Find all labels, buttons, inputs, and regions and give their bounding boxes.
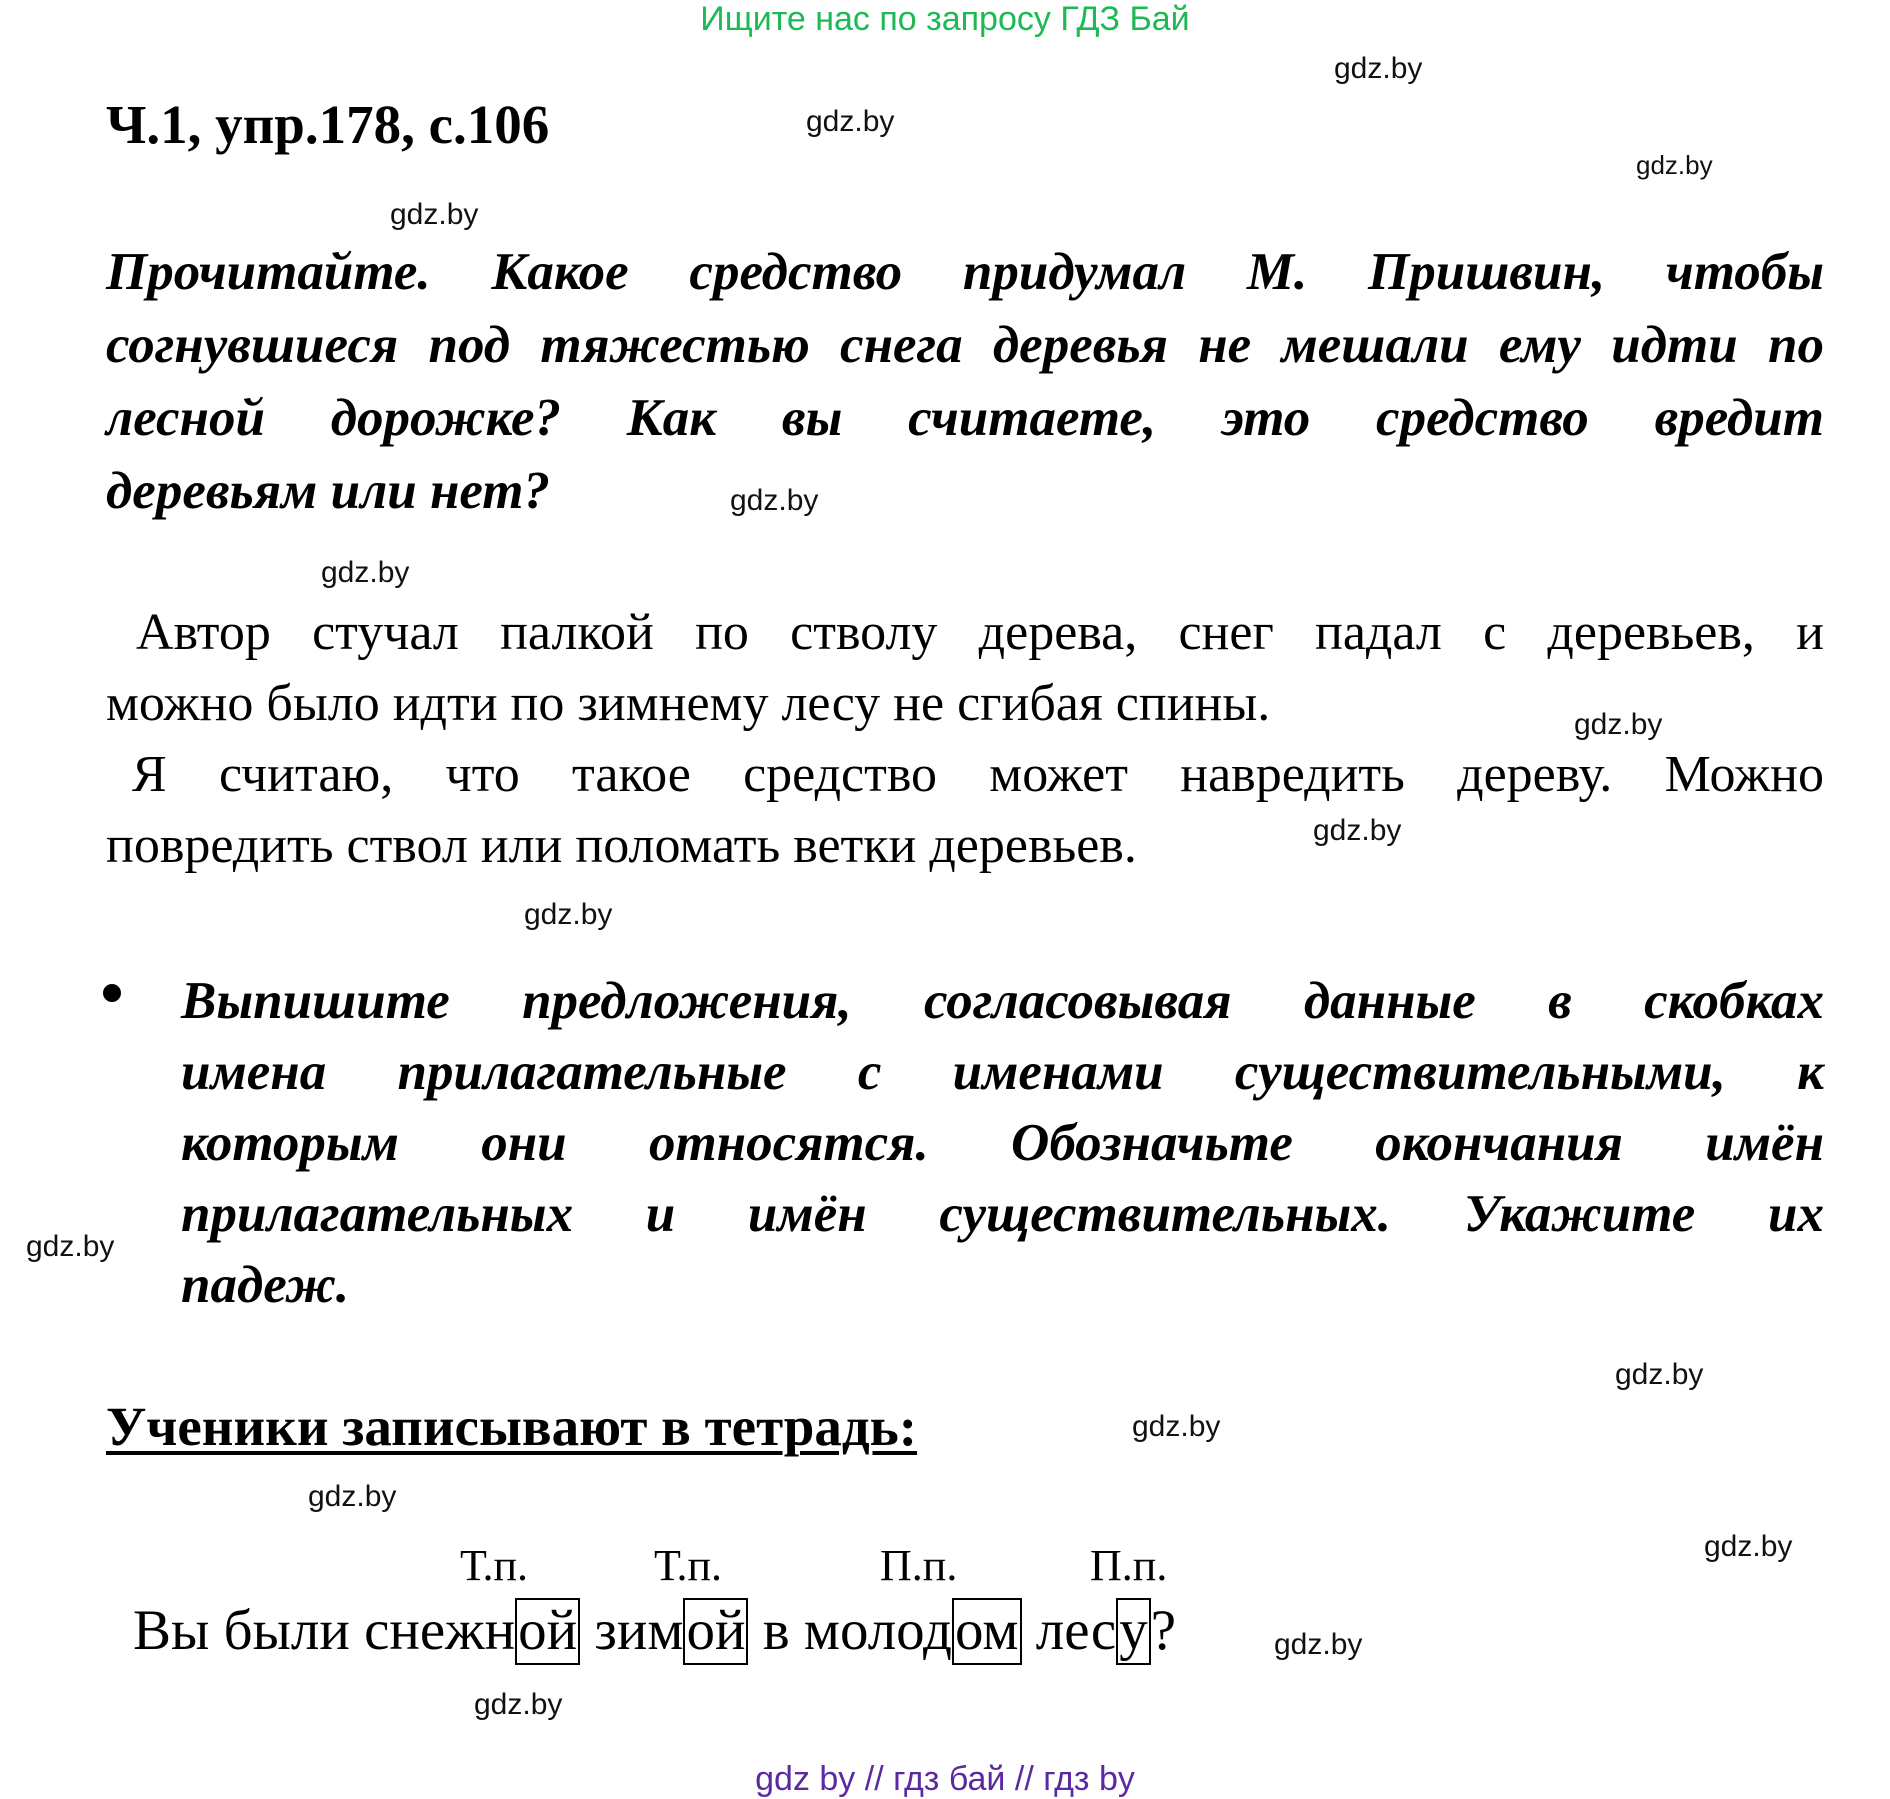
answer-line: Я считаю, что такое средство может навредить дереву. Можно [132, 746, 1824, 803]
ending-box: ой [515, 1598, 580, 1665]
word-zimoy [594, 1599, 748, 1662]
ending-box: ом [952, 1598, 1022, 1665]
watermark-text: gdz.by [1574, 708, 1663, 741]
example-sentence [133, 1598, 1176, 1665]
watermark-text: gdz.by [1636, 150, 1713, 180]
word-molodom [804, 1599, 1022, 1662]
watermark-text: gdz.by [321, 556, 410, 589]
watermark-text: gdz.by [308, 1480, 397, 1513]
watermark-text: gdz.by [806, 105, 895, 138]
task2-line: которым они относятся. Обозначьте окончания имён [181, 1114, 1824, 1172]
watermark-text: gdz.by [1334, 52, 1423, 85]
task-line: согнувшиеся под тяжестью снега деревья не мешали ему идти по [106, 316, 1824, 374]
task2-line: Выпишите предложения, согласовывая данные в скобках [181, 972, 1824, 1030]
task-line: деревьям или нет? [106, 462, 550, 520]
task2-line: прилагательных и имён существительных. Укажите их [181, 1185, 1824, 1243]
answer-paragraph-2 [106, 739, 1824, 881]
watermark-text: gdz.by [1615, 1358, 1704, 1391]
answer-paragraph-1 [106, 597, 1824, 739]
bullet-icon [103, 984, 121, 1002]
word-stem: снежн [364, 1599, 516, 1662]
footer-links[interactable]: gdz by // гдз бай // гдз by [755, 1760, 1135, 1798]
answer-line: Автор стучал палкой по стволу дерева, снег падал с деревьев, и [136, 604, 1824, 661]
case-label: П.п. [880, 1541, 958, 1590]
ending-box: у [1116, 1598, 1151, 1665]
watermark-text: gdz.by [1274, 1628, 1363, 1661]
word-lesu [1036, 1599, 1176, 1662]
case-label: Т.п. [654, 1541, 723, 1590]
word: в [762, 1599, 790, 1662]
answer-line: повредить ствол или поломать ветки деревьев. [106, 817, 1137, 874]
task-instructions [106, 236, 1824, 528]
word: были [223, 1599, 350, 1662]
notebook-heading: Ученики записывают в тетрадь: [106, 1396, 918, 1457]
case-label: Т.п. [460, 1541, 529, 1590]
watermark-text: gdz.by [730, 484, 819, 517]
punctuation: ? [1150, 1599, 1177, 1662]
task-line: лесной дорожке? Как вы считаете, это средство вредит [106, 389, 1824, 447]
word-snezhnoy [364, 1599, 580, 1662]
task-2-instructions [181, 966, 1824, 1321]
watermark-text: gdz.by [26, 1230, 115, 1263]
watermark-text: gdz.by [524, 898, 613, 931]
task2-line: имена прилагательные с именами существительными, к [181, 1043, 1824, 1101]
watermark-text: gdz.by [474, 1688, 563, 1721]
task-line: Прочитайте. Какое средство придумал М. Пришвин, чтобы [106, 243, 1824, 301]
word-stem: молод [803, 1599, 952, 1662]
word: Вы [133, 1599, 210, 1662]
word-stem: зим [594, 1599, 684, 1662]
case-label: П.п. [1090, 1541, 1168, 1590]
watermark-text: gdz.by [390, 198, 479, 231]
ending-box: ой [683, 1598, 748, 1665]
watermark-text: gdz.by [1132, 1410, 1221, 1443]
word-stem: лес [1035, 1599, 1117, 1662]
watermark-text: gdz.by [1313, 814, 1402, 847]
answer-line: можно было идти по зимнему лесу не сгибая спины. [106, 675, 1271, 732]
watermark-text: gdz.by [1704, 1530, 1793, 1563]
exercise-title: Ч.1, упр.178, с.106 [106, 94, 550, 155]
top-banner-link[interactable]: Ищите нас по запросу ГДЗ Бай [700, 0, 1190, 38]
task2-line: падеж. [181, 1256, 350, 1314]
